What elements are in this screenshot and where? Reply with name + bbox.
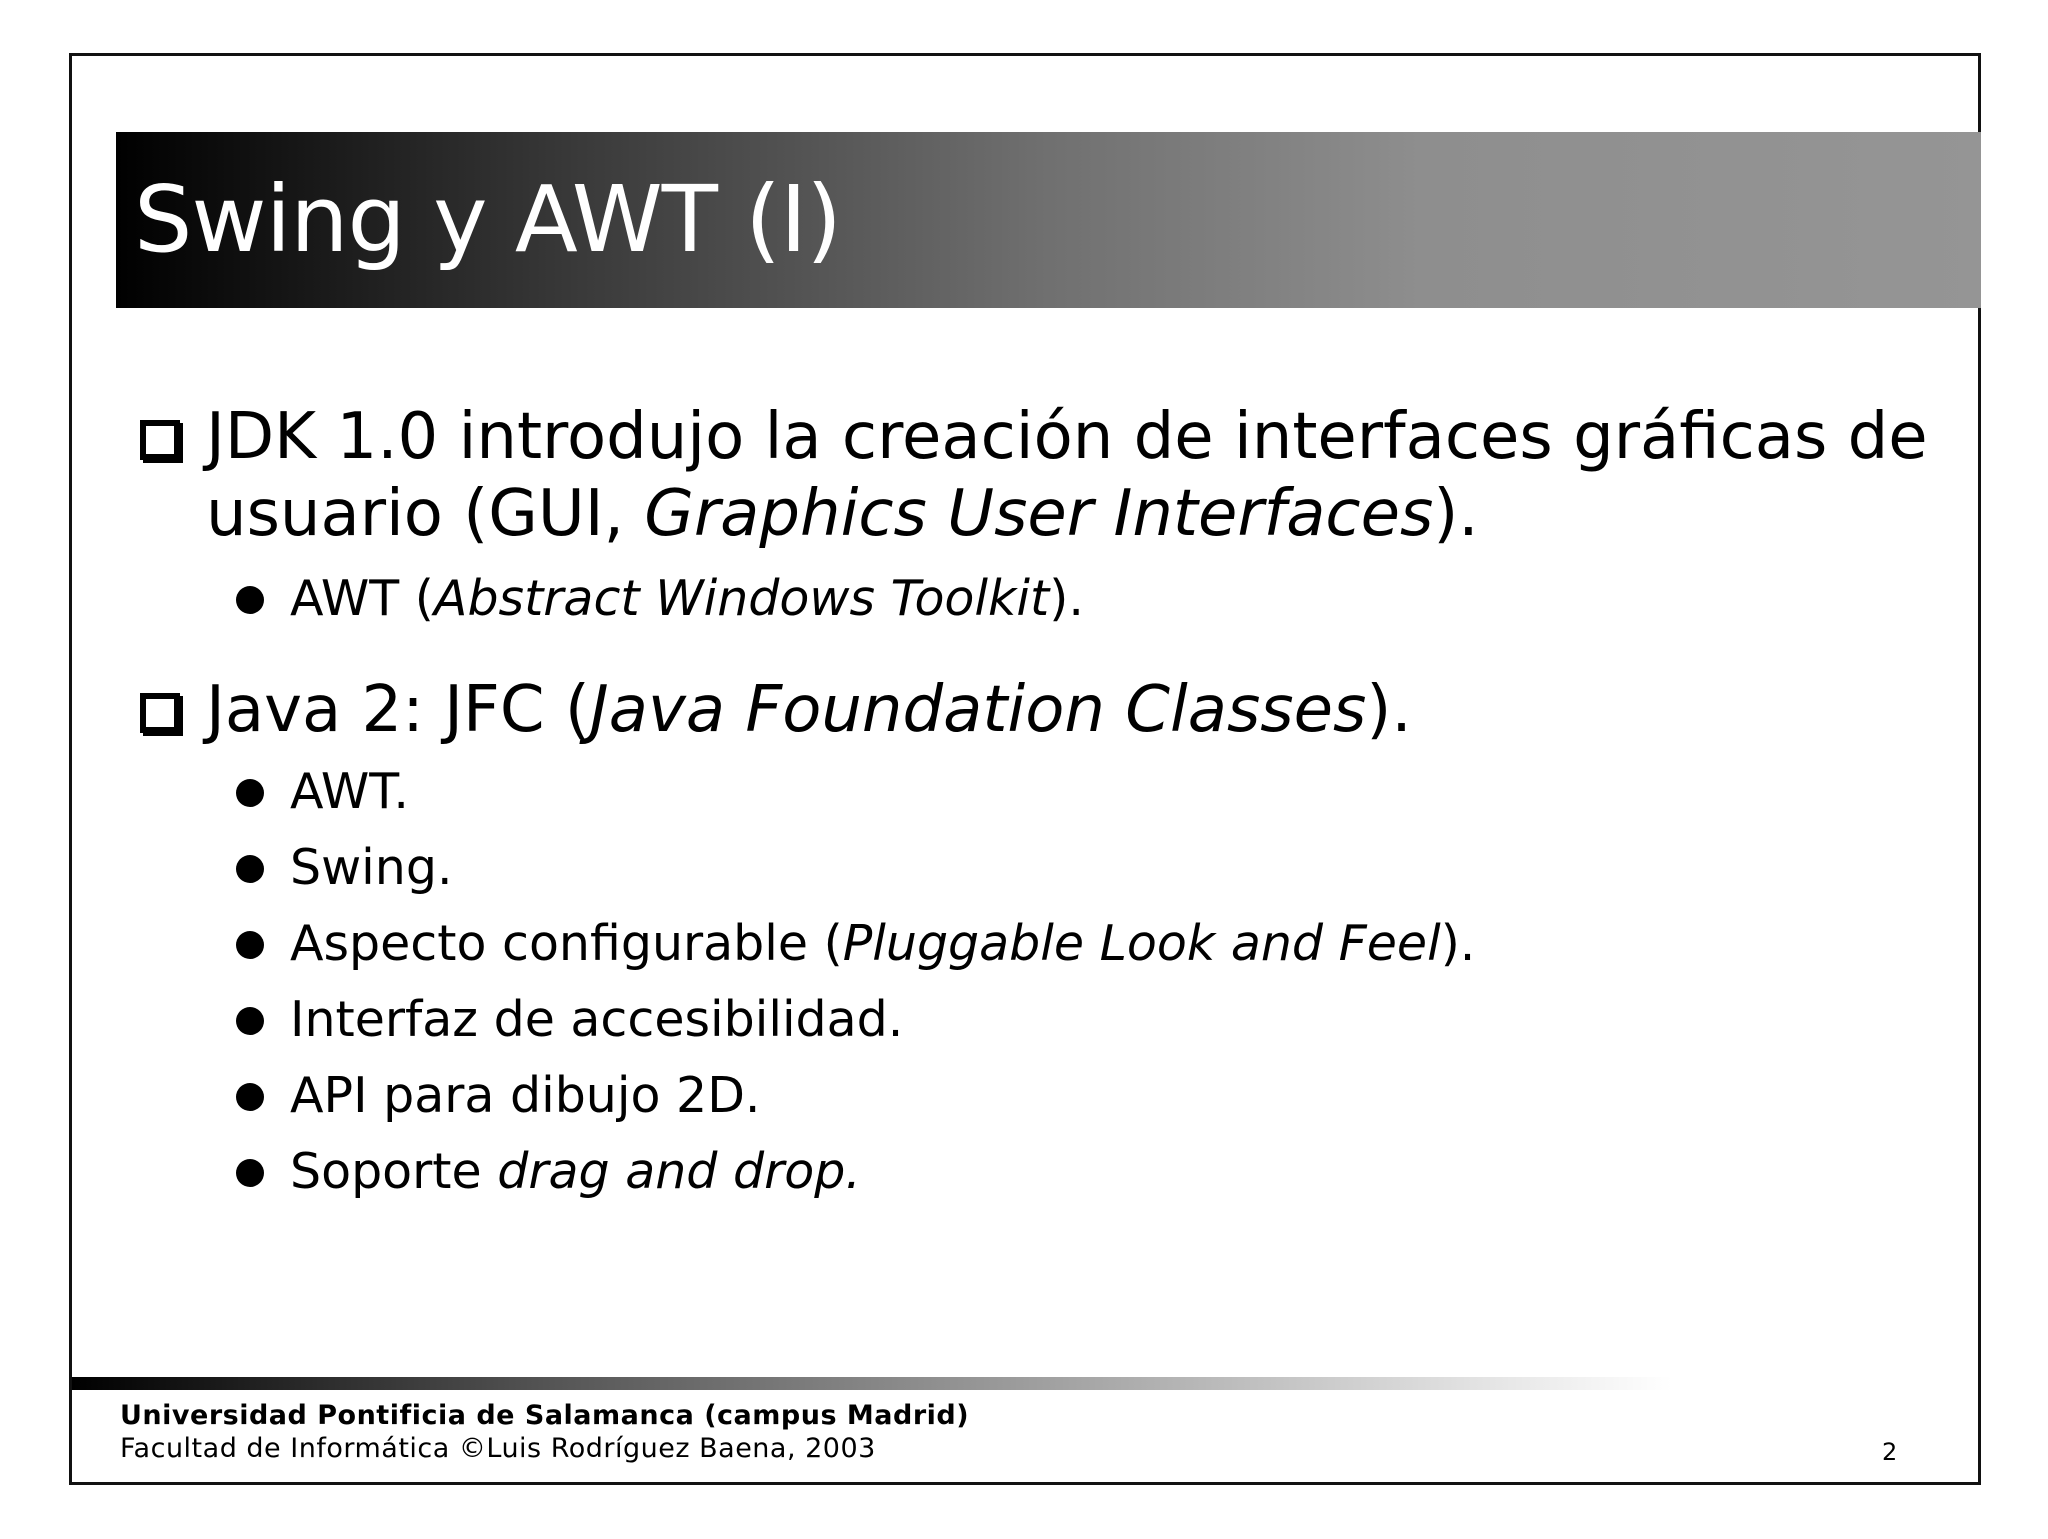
bullet-text: JDK 1.0 introdujo la creación de interfaces gráficas de [206, 400, 1928, 474]
footer-organization: Universidad Pontificia de Salamanca (campus Madrid) [120, 1400, 970, 1431]
sub-bullet-text: Swing. [290, 839, 453, 896]
bullet-text: Java 2: JFC (Java Foundation Classes). [206, 673, 1412, 747]
sub-bullet-text: AWT (Abstract Windows Toolkit). [290, 570, 1084, 627]
disc-bullet-icon [236, 931, 264, 959]
checkbox-bullet-icon [140, 420, 180, 460]
disc-bullet-icon [236, 1083, 264, 1111]
footer-credit: Facultad de Informática ©Luis Rodríguez Baena, 2003 [120, 1433, 876, 1464]
bullet-text-line2: usuario (GUI, Graphics User Interfaces). [206, 477, 1479, 551]
sub-bullet-text: Interfaz de accesibilidad. [290, 991, 904, 1048]
sub-bullet-text: Soporte drag and drop. [290, 1143, 861, 1200]
disc-bullet-icon [236, 1159, 264, 1187]
slide-title: Swing y AWT (I) [134, 166, 842, 273]
sub-bullet-text: API para dibujo 2D. [290, 1067, 761, 1124]
disc-bullet-icon [236, 779, 264, 807]
sub-bullet-text: Aspecto configurable (Pluggable Look and Feel). [290, 915, 1476, 972]
checkbox-bullet-icon [140, 693, 180, 733]
disc-bullet-icon [236, 855, 264, 883]
disc-bullet-icon [236, 1007, 264, 1035]
disc-bullet-icon [236, 586, 264, 614]
page-number: 2 [1882, 1438, 1898, 1466]
footer-rule [72, 1377, 1672, 1390]
sub-bullet-text: AWT. [290, 763, 409, 820]
